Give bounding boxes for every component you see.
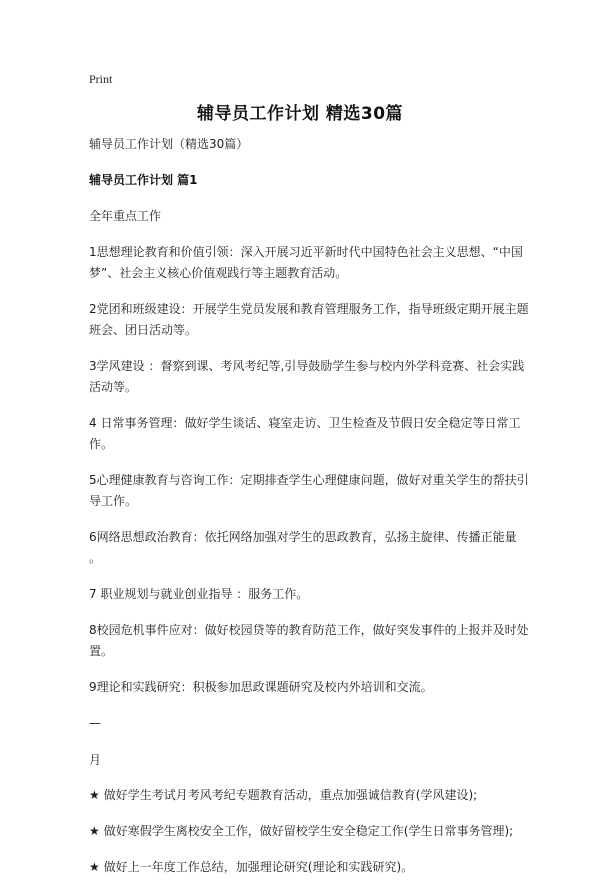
star-item [89,857,529,878]
dash-separator: — [89,716,101,730]
key-work-label: 全年重点工作 [89,209,162,223]
work-item-9: 9理论和实践研究：积极参加思政课题研究及校内外培训和交流。 [89,680,433,694]
star-icon: ★ [89,788,100,802]
work-item-8: 8校园危机事件应对：做好校园贷等的教育防范工作，做好突发事件的上报并及时处置。 [89,623,529,658]
document-body [89,134,529,893]
star-item-text: 做好学生考试月考风考纪专题教育活动，重点加强诚信教育(学风建设); [103,788,478,802]
star-icon: ★ [89,860,100,874]
document-title: 辅导员工作计划 精选30篇 [196,104,404,124]
work-item-5: 5心理健康教育与咨询工作：定期排查学生心理健康问题，做好对重关学生的帮扶引导工作。 [89,473,529,508]
print-label: Print [89,72,113,86]
star-item [89,821,529,842]
star-icon: ★ [89,824,100,838]
star-item [89,785,529,806]
section-heading: 辅导员工作计划 篇1 [89,173,198,187]
star-item-text: 做好上一年度工作总结，加强理论研究(理论和实践研究)。 [103,860,414,874]
work-item-1: 1思想理论教育和价值引领：深入开展习近平新时代中国特色社会主义思想、“中国梦”、社会主义核心价值观践行等主题教育活动。 [89,245,523,280]
work-item-7: 7 职业规划与就业创业指导 ：服务工作。 [89,587,309,601]
document-subtitle: 辅导员工作计划（精选30篇） [89,137,249,151]
star-item-text: 做好寒假学生离校安全工作，做好留校学生安全稳定工作(学生日常事务管理); [103,824,514,838]
work-item-3: 3学风建设 ：督察到课、考风考纪等,引导鼓励学生参与校内外学科竞赛、社会实践活动等。 [89,359,525,394]
work-item-2: 2党团和班级建设：开展学生党员发展和教育管理服务工作，指导班级定期开展主题班会、团日活动等。 [89,302,529,337]
month-label: 月 [89,753,102,767]
work-item-6: 6网络思想政治教育：依托网络加强对学生的思政教育，弘扬主旋律、传播正能量 。 [89,530,517,565]
work-item-4: 4 日常事务管理：做好学生谈话、寝室走访、卫生检查及节假日安全稳定等日常工作。 [89,416,521,451]
